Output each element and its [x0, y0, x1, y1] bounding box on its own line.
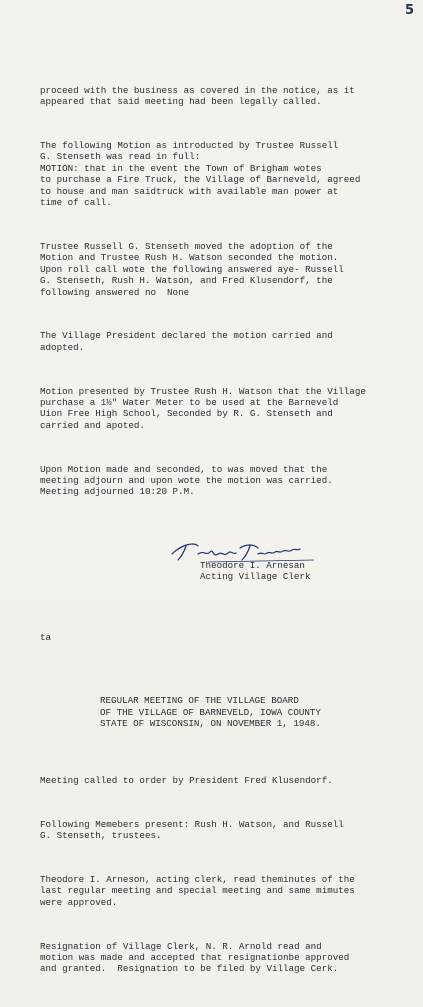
paragraph-members-present: Following Memebers present: Rush H. Watson, and Russell G. Stenseth, trustees.	[40, 818, 344, 842]
paragraph-water-meter: Motion presented by Trustee Rush H. Watson that the Village purchase a 1½" Water Meter to be used at the Barneveld Uion Free High School, Seconded by R. G. Stenseth and carried and apoted.	[40, 385, 366, 431]
paragraph-motion-fire-truck: The following Motion as introducted by Trustee Russell G. Stenseth was read in full: MOTION: that in the event the Town of Brigham wotes to purchase a Fire Truck, the Village of Barneveld, agreed to house and man saidtruck with available man power at time of call.	[40, 140, 361, 209]
paragraph-resignation: Resignation of Village Clerk, N. R. Arnold read and motion was made and accepted that resignationbe approved and granted. Resignation to be filed by Village Cerk.	[40, 940, 350, 975]
minutes-body	[40, 62, 385, 1007]
paragraph-roll-call: Trustee Russell G. Stenseth moved the adoption of the Motion and Trustee Rush H. Watson seconded the motion. Upon roll call wote the following answered aye- Russell G. Stenseth, Rush H. Watson, and Fred Klusendorf, the following answered no None	[40, 240, 344, 298]
meeting-heading: REGULAR MEETING OF THE VILLAGE BOARD OF THE VILLAGE OF BARNEVELD, IOWA COUNTY STATE OF WISCONSIN, ON NOVEMBER 1, 1948.	[100, 695, 321, 730]
page-number: 5	[404, 3, 414, 18]
paragraph-motion-carried: The Village President declared the motion carried and adopted.	[40, 330, 333, 353]
signature-block	[40, 548, 385, 584]
signatory-name: Theodore I. Arnesan	[200, 559, 305, 571]
paragraph-adjourn: Upon Motion made and seconded, to was moved that the meeting adjourn and upon wote the motion was carried. Meeting adjourned 10:20 P.M.	[40, 463, 333, 498]
paragraph-call-to-order: Meeting called to order by President Fred Klusendorf.	[40, 774, 333, 786]
paragraph-notice: proceed with the business as covered in the notice, as it appeared that said meeting had been legally called.	[40, 84, 355, 108]
paragraph-minutes-approved: Theodore I. Arneson, acting clerk, read theminutes of the last regular meeting and special meeting and same mimutes were approved.	[40, 873, 355, 908]
typist-initials: ta	[40, 631, 52, 643]
signatory-title: Acting Village Clerk	[200, 570, 311, 582]
